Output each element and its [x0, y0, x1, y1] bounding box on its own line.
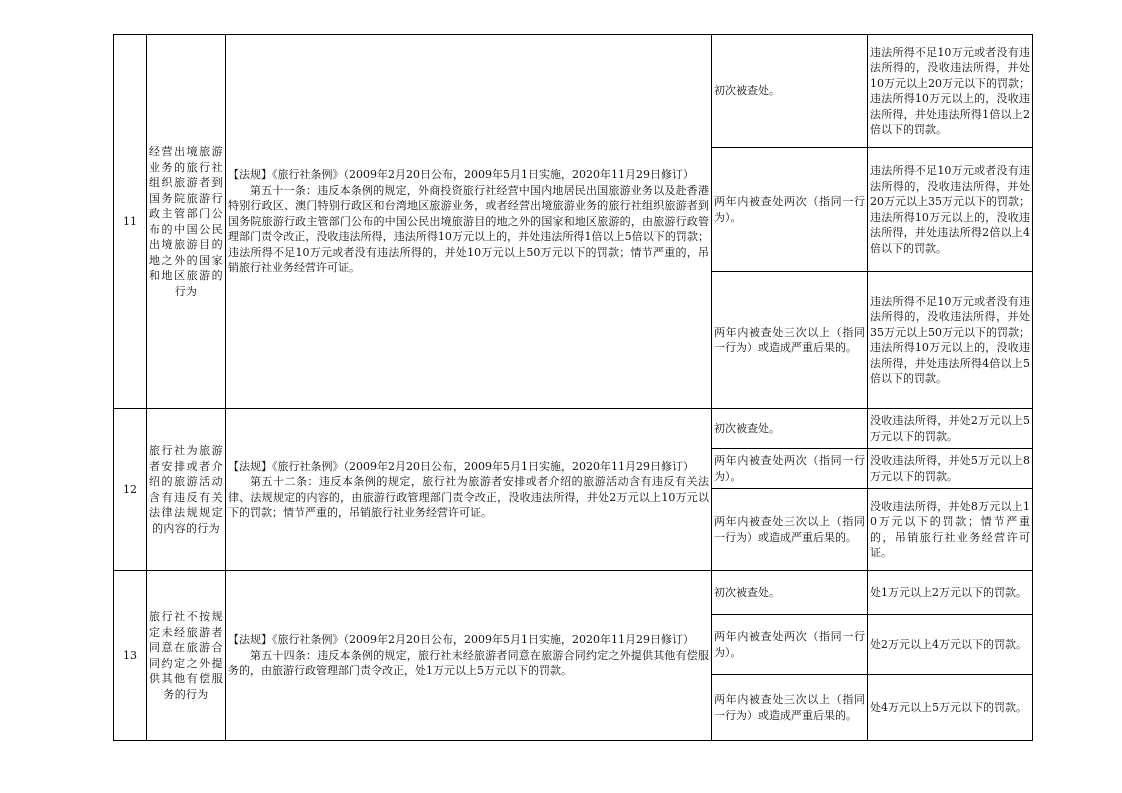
circumstance: 两年内被查处三次以上（指同一行为）或造成严重后果的。 [712, 489, 868, 571]
penalty-standard: 没收违法所得，并处2万元以上5万元以下的罚款。 [868, 409, 1033, 449]
violation-behavior: 旅行社不按规定未经旅游者同意在旅游合同约定之外提供其他有偿服务的行为 [147, 571, 226, 741]
penalty-standard: 处2万元以上4万元以下的罚款。 [868, 615, 1033, 675]
legal-basis [226, 571, 712, 741]
circumstance: 两年内被查处三次以上（指同一行为）或造成严重后果的。 [712, 675, 868, 741]
circumstance: 两年内被查处三次以上（指同一行为）或造成严重后果的。 [712, 272, 868, 409]
circumstance: 初次被查处。 [712, 409, 868, 449]
violation-behavior: 经营出境旅游业务的旅行社组织旅游者到国务院旅游行政主管部门公布的中国公民出境旅游目的地之外的国家和地区旅游的行为 [147, 35, 226, 409]
legal-article: 第五十二条：违反本条例的规定，旅行社为旅游者安排或者介绍的旅游活动含有违反有关法律、法规规定的内容的，由旅游行政管理部门责令改正，没收违法所得，并处2万元以上10万元以下的罚款；情节严重的，吊销旅行社业务经营许可证。 [228, 475, 709, 519]
legal-article: 第五十一条：违反本条例的规定，外商投资旅行社经营中国内地居民出国旅游业务以及赴香港特别行政区、澳门特别行政区和台湾地区旅游业务，或者经营出境旅游业务的旅行社组织旅游者到国务院旅游行政主管部门公布的中国公民出境旅游目的地之外的国家和地区旅游的，由旅游行政管理部门责令改正，没收违法所得，违法所得10万元以上的，并处违法所得1倍以上5倍以下的罚款；违法所得不足10万元或者没有违法所得的，并处10万元以上50万元以下的罚款；情节严重的，吊销旅行社业务经营许可证。 [228, 183, 709, 275]
legal-citation: 【法规】《旅行社条例》（2009年2月20日公布，2009年5月1日实施，2020年11月29日修订） [228, 459, 694, 473]
penalty-standard: 处1万元以上2万元以下的罚款。 [868, 571, 1033, 615]
circumstance: 两年内被查处两次（指同一行为）。 [712, 148, 868, 272]
penalty-standard: 违法所得不足10万元或者没有违法所得的，没收违法所得，并处20万元以上35万元以下的罚款；违法所得10万元以上的，没收违法所得，并处违法所得2倍以上4倍以下的罚款。 [868, 148, 1033, 272]
violation-behavior: 旅行社为旅游者安排或者介绍的旅游活动含有违反有关法律法规规定的内容的行为 [147, 409, 226, 571]
row-number: 12 [114, 409, 147, 571]
legal-basis [226, 409, 712, 571]
row-number: 11 [114, 35, 147, 409]
penalty-standard: 没收违法所得，并处5万元以上8万元以下的罚款。 [868, 449, 1033, 489]
legal-citation: 【法规】《旅行社条例》（2009年2月20日公布，2009年5月1日实施，2020年11月29日修订） [228, 633, 694, 647]
circumstance: 初次被查处。 [712, 35, 868, 148]
row-number: 13 [114, 571, 147, 741]
penalty-standard: 处4万元以上5万元以下的罚款。 [868, 675, 1033, 741]
table-row [114, 409, 1033, 449]
circumstance: 初次被查处。 [712, 571, 868, 615]
legal-citation: 【法规】《旅行社条例》（2009年2月20日公布，2009年5月1日实施，2020年11月29日修订） [228, 168, 694, 182]
circumstance: 两年内被查处两次（指同一行为）。 [712, 449, 868, 489]
penalty-standards-table [113, 34, 1033, 741]
penalty-standard: 没收违法所得，并处8万元以上10万元以下的罚款；情节严重的，吊销旅行社业务经营许可证。 [868, 489, 1033, 571]
penalty-standard: 违法所得不足10万元或者没有违法所得的，没收违法所得，并处10万元以上20万元以下的罚款；违法所得10万元以上的，没收违法所得，并处违法所得1倍以上2倍以下的罚款。 [868, 35, 1033, 148]
table-row [114, 571, 1033, 615]
table-row [114, 35, 1033, 148]
legal-basis [226, 35, 712, 409]
penalty-standard: 违法所得不足10万元或者没有违法所得的，没收违法所得，并处35万元以上50万元以下的罚款；违法所得10万元以上的，没收违法所得，并处违法所得4倍以上5倍以下的罚款。 [868, 272, 1033, 409]
legal-article: 第五十四条：违反本条例的规定，旅行社未经旅游者同意在旅游合同约定之外提供其他有偿服务的，由旅游行政管理部门责令改正，处1万元以上5万元以下的罚款。 [228, 648, 709, 678]
circumstance: 两年内被查处两次（指同一行为）。 [712, 615, 868, 675]
